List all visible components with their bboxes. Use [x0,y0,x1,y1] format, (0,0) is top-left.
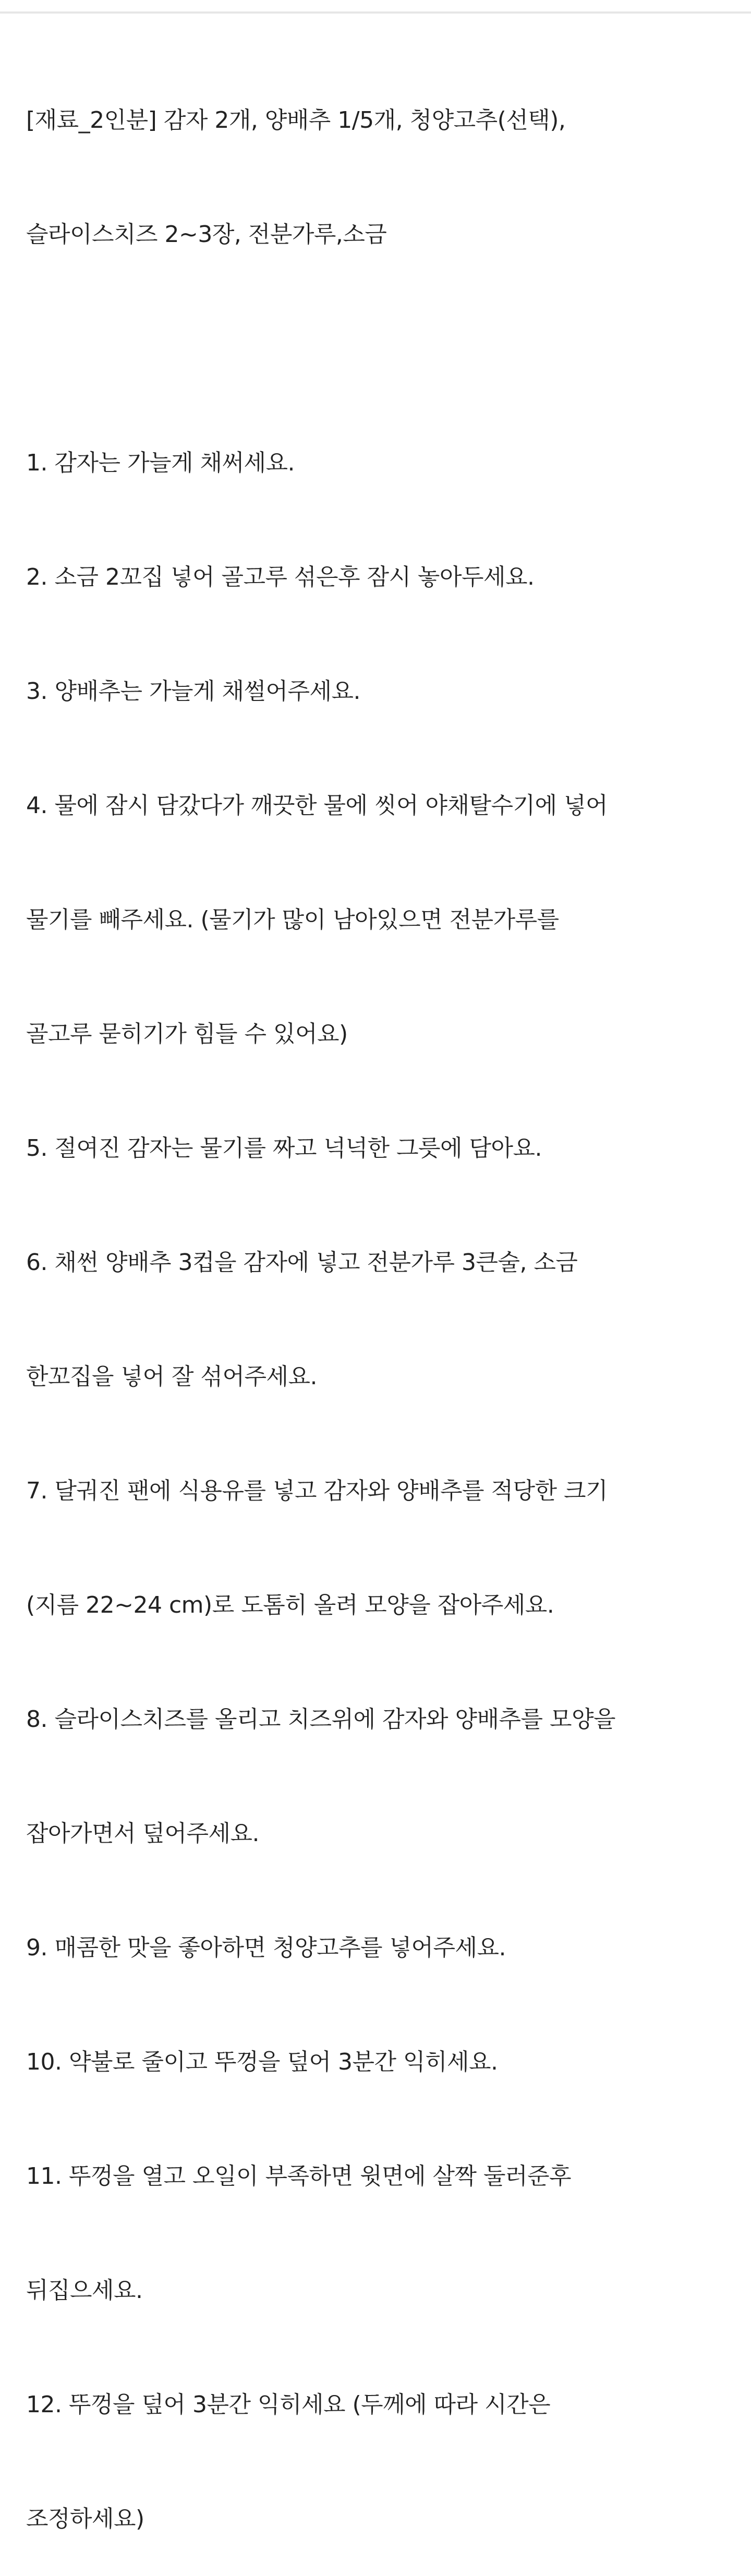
step-line: 3. 양배추는 가늘게 채썰어주세요. [26,678,360,705]
step-line: 조정하세요) [26,2506,144,2532]
step-line: 1. 감자는 가늘게 채써세요. [26,450,295,476]
step-line: 한꼬집을 넣어 잘 섞어주세요. [26,1363,317,1390]
step-line: 12. 뚜껑을 덮어 3분간 익히세요 (두께에 따라 시간은 [26,2391,551,2418]
ingredients-line: [재료_2인분] 감자 2개, 양배추 1/5개, 청양고추(선택), [26,107,566,134]
step-line: 2. 소금 2꼬집 넣어 골고루 섞은후 잠시 놓아두세요. [26,564,535,590]
step-line: 8. 슬라이스치즈를 올리고 치즈위에 감자와 양배추를 모양을 [26,1706,615,1733]
step-line: 10. 약불로 줄이고 뚜껑을 덮어 3분간 익히세요. [26,2049,498,2075]
step-line: 물기를 빼주세요. (물기가 많이 남아있으면 전분가루를 [26,906,559,933]
step-line: 잡아가면서 덮어주세요. [26,1820,260,1847]
step-line: 9. 매콤한 맛을 좋아하면 청양고추를 넣어주세요. [26,1934,506,1961]
step-line: 11. 뚜껑을 열고 오일이 부족하면 윗면에 살짝 둘러준후 [26,2163,571,2190]
ingredients-line: 슬라이스치즈 2~3장, 전분가루,소금 [26,221,387,248]
recipe-note [26,25,735,2576]
step-line: 5. 절여진 감자는 물기를 짜고 넉넉한 그릇에 담아요. [26,1135,542,1162]
step-line: 뒤집으세요. [26,2277,143,2304]
step-line: 6. 채썬 양배추 3컵을 감자에 넣고 전분가루 3큰술, 소금 [26,1249,578,1276]
step-line: 7. 달궈진 팬에 식용유를 넣고 감자와 양배추를 적당한 크기 [26,1478,608,1504]
step-line: 골고루 묻히기가 힘들 수 있어요) [26,1021,348,1047]
blank-line [26,330,735,368]
step-line: 4. 물에 잠시 담갔다가 깨끗한 물에 씻어 야채탈수기에 넣어 [26,792,608,819]
step-line: (지름 22~24 cm)로 도톰히 올려 모양을 잡아주세요. [26,1592,554,1618]
top-divider [0,11,751,14]
